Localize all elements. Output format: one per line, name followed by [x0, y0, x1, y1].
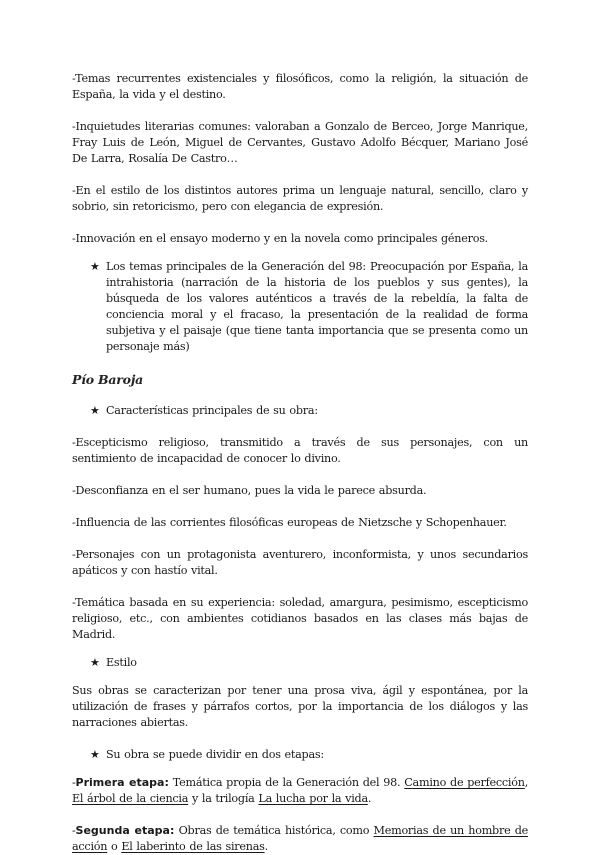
stage-text: Temática propia de la Generación del 98. — [168, 776, 405, 789]
paragraph-feature: -Influencia de las corrientes filosóficas europeas de Nietzsche y Schopenhauer. — [72, 516, 507, 529]
paragraph-feature: -Temática basada en su experiencia: soledad, amargura, pesimismo, escepticismo religioso, etc., con ambientes cotidianos basados en las clases más bajas de Madrid. — [72, 596, 528, 641]
bullet-features — [90, 403, 528, 419]
stage-text: o — [107, 840, 122, 853]
separator: , — [524, 776, 528, 789]
paragraph-style: -En el estilo de los distintos autores prima un lenguaje natural, sencillo, claro y sobrio, sin retoricismo, pero con elegancia de expresión. — [72, 184, 528, 213]
bullet-style — [90, 655, 528, 671]
period: . — [264, 840, 268, 853]
link-el-arbol-de-la-ciencia[interactable]: El árbol de la ciencia — [72, 792, 189, 805]
paragraph-feature: -Personajes con un protagonista aventurero, inconformista, y unos secundarios apáticos y con hastío vital. — [72, 548, 528, 577]
paragraph-innovation: -Innovación en el ensayo moderno y en la novela como principales géneros. — [72, 232, 488, 245]
bullet-main-themes — [90, 259, 528, 355]
bullet-stages — [90, 747, 528, 763]
bullet-text: Estilo — [106, 656, 137, 669]
bullet-text: Su obra se puede dividir en dos etapas: — [106, 748, 324, 761]
link-memorias-de-un-hombre-de-accion[interactable]: Memorias de un hombre de acción — [72, 824, 528, 853]
paragraph-feature: -Desconfianza en el ser humano, pues la vida le parece absurda. — [72, 484, 427, 497]
stage-text: y la trilogía — [188, 792, 259, 805]
dash: - — [72, 824, 76, 837]
paragraph-first-stage — [72, 775, 528, 807]
star-bullet-icon: ★ — [90, 656, 100, 669]
bullet-text: Los temas principales de la Generación del 98: Preocupación por España, la intrahistoria (narración de la historia de los pueblos y sus gentes), la búsqueda de los valores auténticos a través de la rebeldía, la falta de conciencia moral y el fracaso, la presentación de la realidad de forma subjetiva y el paisaje (que tiene tanta importancia que se presenta como un personaje más) — [106, 260, 528, 353]
paragraph-second-stage — [72, 823, 528, 855]
paragraph-feature: -Escepticismo religioso, transmitido a través de sus personajes, con un sentimiento de incapacidad de conocer lo divino. — [72, 436, 528, 465]
paragraph-themes: -Temas recurrentes existenciales y filosóficos, como la religión, la situación de España, la vida y el destino. — [72, 72, 528, 101]
link-el-laberinto-de-las-sirenas[interactable]: El laberinto de las sirenas — [121, 840, 265, 853]
section-title: Pío Baroja — [72, 372, 144, 387]
stage-text: Obras de temática histórica, como — [174, 824, 374, 837]
star-bullet-icon: ★ — [90, 260, 100, 273]
paragraph-literary-concerns: -Inquietudes literarias comunes: valoraban a Gonzalo de Berceo, Jorge Manrique, Fray Luis de León, Miguel de Cervantes, Gustavo Adolfo Bécquer, Mariano José De Larra, Rosalía De Castro… — [72, 120, 528, 165]
link-la-lucha-por-la-vida[interactable]: La lucha por la vida — [258, 792, 368, 805]
period: . — [367, 792, 372, 805]
dash: - — [72, 776, 76, 789]
paragraph-style-description: Sus obras se caracterizan por tener una prosa viva, ágil y espontánea, por la utilización de frases y párrafos cortos, por la importancia de los diálogos y las narraciones abiertas. — [72, 684, 528, 729]
star-bullet-icon: ★ — [90, 748, 100, 761]
bullet-text: Características principales de su obra: — [106, 404, 318, 417]
stage-label: Primera etapa: — [75, 776, 169, 789]
star-bullet-icon: ★ — [90, 404, 100, 417]
link-camino-de-perfeccion[interactable]: Camino de perfección — [404, 776, 525, 789]
stage-label: Segunda etapa: — [75, 824, 175, 837]
